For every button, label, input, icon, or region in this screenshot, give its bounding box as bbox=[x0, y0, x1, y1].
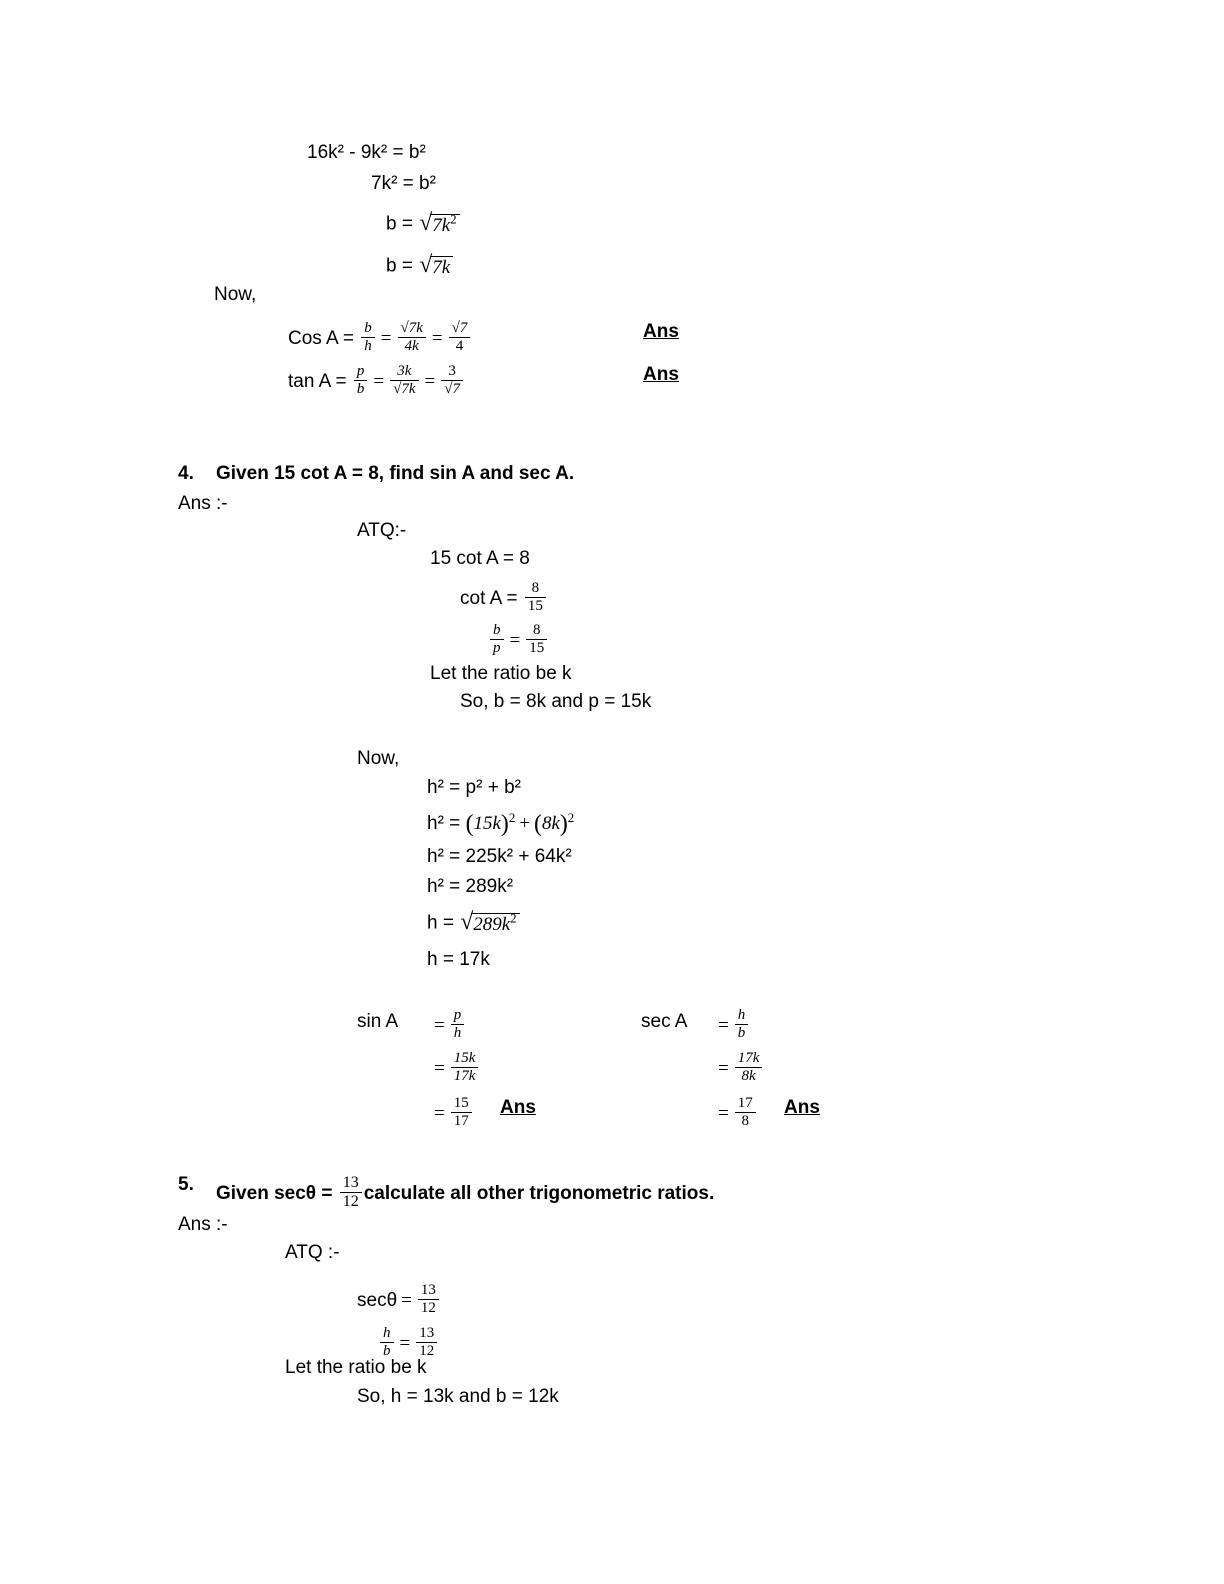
question-5-number: 5. bbox=[178, 1174, 194, 1195]
question-4-ans-label: Ans :- bbox=[178, 493, 228, 514]
question-5-title-part1: Given secθ = bbox=[216, 1182, 338, 1204]
question-5-title bbox=[216, 1175, 714, 1213]
h-equals-label: h = bbox=[427, 912, 460, 934]
q4-atq-label: ATQ:- bbox=[357, 520, 407, 541]
fraction-sqrt7-over-4: $\frac{√7}{4}$ bbox=[449, 320, 471, 356]
equals-sign: = bbox=[401, 1289, 412, 1311]
cot-a-label: cot A = bbox=[460, 587, 523, 609]
q5-sec-theta-equation bbox=[357, 1283, 441, 1319]
tan-a-equation bbox=[288, 364, 465, 400]
q4-h-17k: h = 17k bbox=[427, 949, 490, 970]
equation-7k2: 7k² = b² bbox=[371, 173, 436, 194]
q4-h-squared-eq: h² = p² + b² bbox=[427, 777, 521, 798]
fraction-p-over-h: $\frac{p}{h}$ bbox=[451, 1007, 465, 1043]
b-equals-label: b = bbox=[386, 213, 419, 235]
sec-a-row3 bbox=[714, 1096, 758, 1132]
sin-a-row2 bbox=[430, 1051, 480, 1087]
fraction-3-over-sqrt7: $\frac{3}{√7}$ bbox=[441, 363, 463, 399]
cos-a-equation bbox=[288, 321, 472, 357]
q5-atq-label: ATQ :- bbox=[285, 1242, 340, 1263]
question-5-ans-label: Ans :- bbox=[178, 1214, 228, 1235]
question-4-title: Given 15 cot A = 8, find sin A and sec A. bbox=[216, 463, 575, 484]
fraction-17-over-8: $\frac{17}{8}$ bbox=[735, 1095, 756, 1131]
fraction-13-over-12: $\frac{13}{12}$ bbox=[416, 1325, 437, 1361]
fraction-b-over-h: $\frac{b}{h}$ bbox=[361, 320, 375, 356]
q4-h-squared-289: h² = 289k² bbox=[427, 876, 514, 897]
equals-sign: = bbox=[431, 327, 443, 349]
equals-sign: = bbox=[434, 1102, 445, 1124]
equation-b-sqrt-7k-squared bbox=[386, 210, 461, 236]
q4-let-ratio-k: Let the ratio be k bbox=[430, 663, 572, 684]
sec-a-row1 bbox=[714, 1008, 750, 1044]
question-4-number: 4. bbox=[178, 463, 194, 484]
q4-h-sqrt-289k2 bbox=[427, 909, 521, 935]
q4-h-squared-225: h² = 225k² + 64k² bbox=[427, 846, 572, 867]
tan-a-label: tan A = bbox=[288, 370, 352, 392]
b-equals-label-2: b = bbox=[386, 255, 419, 277]
ans-marker-2: Ans bbox=[643, 364, 679, 385]
fraction-8-over-15: $\frac{8}{15}$ bbox=[525, 580, 546, 616]
sqrt-icon: √ $7k^2$ bbox=[419, 214, 459, 235]
sec-theta-label: secθ bbox=[357, 1289, 398, 1311]
fraction-3k-over-sqrt7k: $\frac{3k}{√7k}$ bbox=[390, 363, 418, 399]
equals-sign: = bbox=[434, 1057, 445, 1079]
q4-so-b-p: So, b = 8k and p = 15k bbox=[460, 691, 652, 712]
fraction-15k-over-17k: $\frac{15k}{17k}$ bbox=[451, 1050, 479, 1086]
fraction-17k-over-8k: $\frac{17k}{8k}$ bbox=[735, 1050, 763, 1086]
q5-let-ratio-k: Let the ratio be k bbox=[285, 1357, 427, 1378]
equation-b-sqrt-7k bbox=[386, 252, 454, 278]
equals-sign: = bbox=[373, 370, 385, 392]
q4-step-15cota: 15 cot A = 8 bbox=[430, 548, 530, 569]
sec-a-label: sec A bbox=[641, 1011, 688, 1032]
q4-now-label: Now, bbox=[357, 748, 400, 769]
equals-sign: = bbox=[718, 1057, 729, 1079]
equals-sign: = bbox=[718, 1014, 729, 1036]
now-label-1: Now, bbox=[214, 284, 257, 305]
question-5-title-part2: calculate all other trigonometric ratios. bbox=[363, 1182, 715, 1204]
equals-sign: = bbox=[509, 629, 521, 651]
q4-b-over-p-equation bbox=[488, 623, 549, 659]
equation-16k2-9k2: 16k² - 9k² = b² bbox=[307, 142, 426, 163]
sin-a-label: sin A bbox=[357, 1011, 399, 1032]
term-8k: 8k bbox=[541, 813, 560, 835]
q4-cot-a-equation bbox=[460, 581, 548, 617]
fraction-13-over-12: $\frac{13}{12}$ bbox=[340, 1174, 362, 1212]
equals-sign: = bbox=[434, 1014, 445, 1036]
fraction-h-over-b: $\frac{h}{b}$ bbox=[380, 1325, 394, 1361]
sqrt-icon: √ $289k^2$ bbox=[460, 913, 519, 934]
fraction-p-over-b: $\frac{p}{b}$ bbox=[354, 363, 368, 399]
sin-a-ans-marker: Ans bbox=[500, 1097, 536, 1118]
fraction-13-over-12: $\frac{13}{12}$ bbox=[418, 1282, 439, 1318]
sqrt-icon: √ 7k bbox=[419, 256, 453, 277]
fraction-sqrt7k-over-4k: $\frac{√7k}{4k}$ bbox=[398, 320, 426, 356]
equals-sign: = bbox=[424, 370, 436, 392]
h2-prefix: h² = bbox=[427, 813, 466, 835]
term-15k: 15k bbox=[473, 813, 501, 835]
q4-h-squared-expand: $h^2 = (15k)^2 + (8k)^2$ bbox=[427, 809, 575, 837]
fraction-b-over-p: $\frac{b}{p}$ bbox=[490, 622, 504, 658]
q5-so-h-b: So, h = 13k and b = 12k bbox=[357, 1386, 559, 1407]
sin-a-row3 bbox=[430, 1096, 474, 1132]
plus-sign: + bbox=[519, 813, 531, 835]
sin-a-row1 bbox=[430, 1008, 466, 1044]
fraction-8-over-15: $\frac{8}{15}$ bbox=[526, 622, 547, 658]
fraction-h-over-b: $\frac{h}{b}$ bbox=[735, 1007, 749, 1043]
equals-sign: = bbox=[399, 1332, 411, 1354]
fraction-15-over-17: $\frac{15}{17}$ bbox=[451, 1095, 472, 1131]
equals-sign: = bbox=[718, 1102, 729, 1124]
ans-marker-1: Ans bbox=[643, 321, 679, 342]
equals-sign: = bbox=[380, 327, 392, 349]
cos-a-label: Cos A = bbox=[288, 327, 360, 349]
sec-a-row2 bbox=[714, 1051, 764, 1087]
sec-a-ans-marker: Ans bbox=[784, 1097, 820, 1118]
